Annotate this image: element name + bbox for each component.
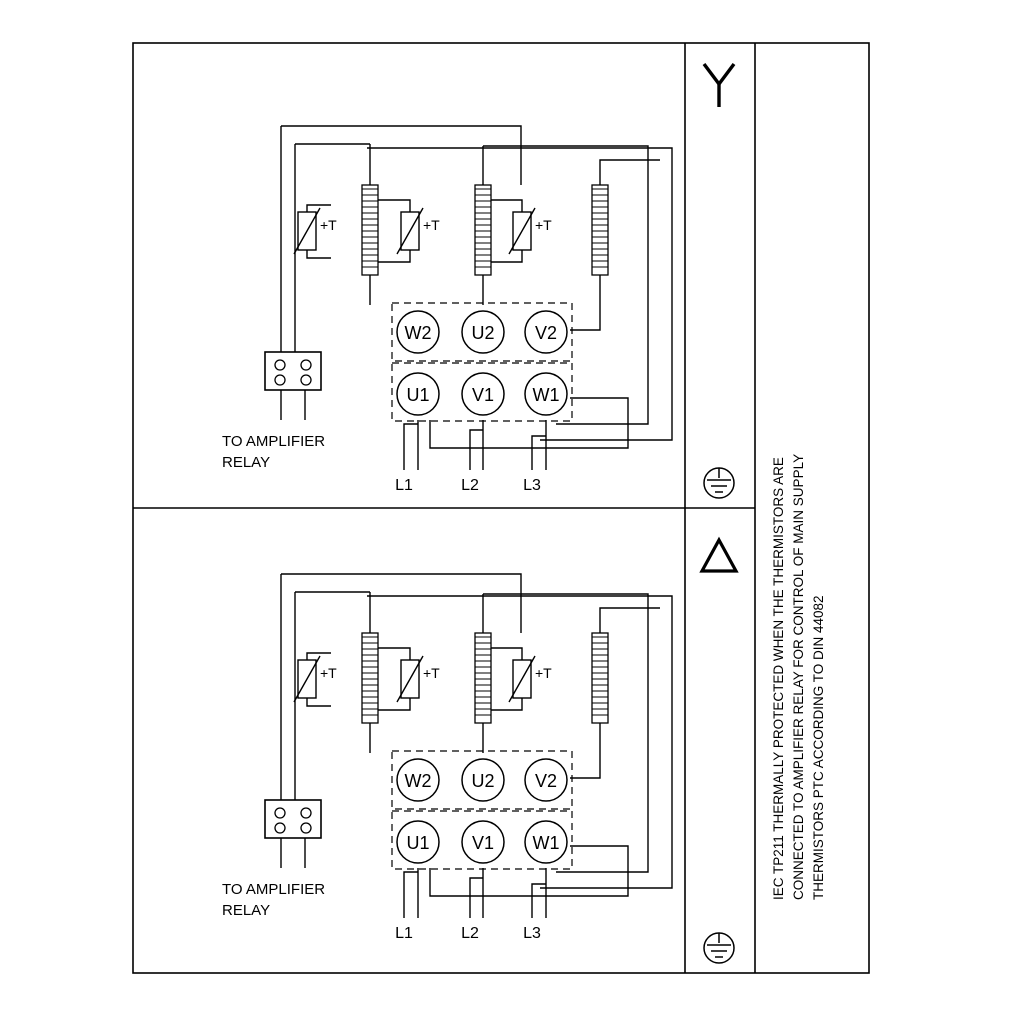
thermistor-label-3: +T — [535, 665, 552, 681]
side-note-line3: THERMISTORS PTC ACCORDING TO DIN 44082 — [811, 595, 826, 900]
supply-label-l3: L3 — [523, 925, 541, 942]
terminal-top-1: W2 — [404, 771, 432, 791]
terminal-bottom-1: U1 — [406, 385, 430, 405]
amplifier-note-line1: TO AMPLIFIER — [222, 881, 326, 898]
delta-terminals-bottom — [397, 821, 567, 863]
amplifier-note-line1: TO AMPLIFIER — [222, 433, 326, 450]
terminal-top-2: U2 — [471, 323, 495, 343]
star-terminals-bottom — [397, 373, 567, 415]
terminal-top-3: V2 — [534, 771, 558, 791]
supply-label-l1: L1 — [395, 925, 413, 942]
amplifier-note-line2: RELAY — [222, 902, 271, 919]
amplifier-note-line2: RELAY — [222, 454, 271, 471]
side-note-line1: IEC TP211 THERMALLY PROTECTED WHEN THE THERMISTORS ARE — [771, 457, 786, 900]
supply-label-l2: L2 — [461, 925, 479, 942]
terminal-bottom-3: W1 — [532, 385, 560, 405]
side-note-line2: CONNECTED TO AMPLIFIER RELAY FOR CONTROL OF MAIN SUPPLY — [791, 453, 806, 900]
thermistor-label-1: +T — [320, 217, 337, 233]
supply-label-l1: L1 — [395, 477, 413, 494]
terminal-bottom-1: U1 — [406, 833, 430, 853]
terminal-top-2: U2 — [471, 771, 495, 791]
supply-label-l3: L3 — [523, 477, 541, 494]
terminal-bottom-3: W1 — [532, 833, 560, 853]
star-amplifier-connector — [265, 352, 321, 390]
thermistor-label-2: +T — [423, 217, 440, 233]
terminal-bottom-2: V1 — [471, 833, 495, 853]
terminal-top-1: W2 — [404, 323, 432, 343]
supply-label-l2: L2 — [461, 477, 479, 494]
thermistor-label-3: +T — [535, 217, 552, 233]
thermistor-label-2: +T — [423, 665, 440, 681]
delta-amplifier-connector — [265, 800, 321, 838]
thermistor-label-1: +T — [320, 665, 337, 681]
terminal-top-3: V2 — [534, 323, 558, 343]
delta-terminals-top — [397, 759, 567, 801]
terminal-bottom-2: V1 — [471, 385, 495, 405]
star-terminals-top — [397, 311, 567, 353]
